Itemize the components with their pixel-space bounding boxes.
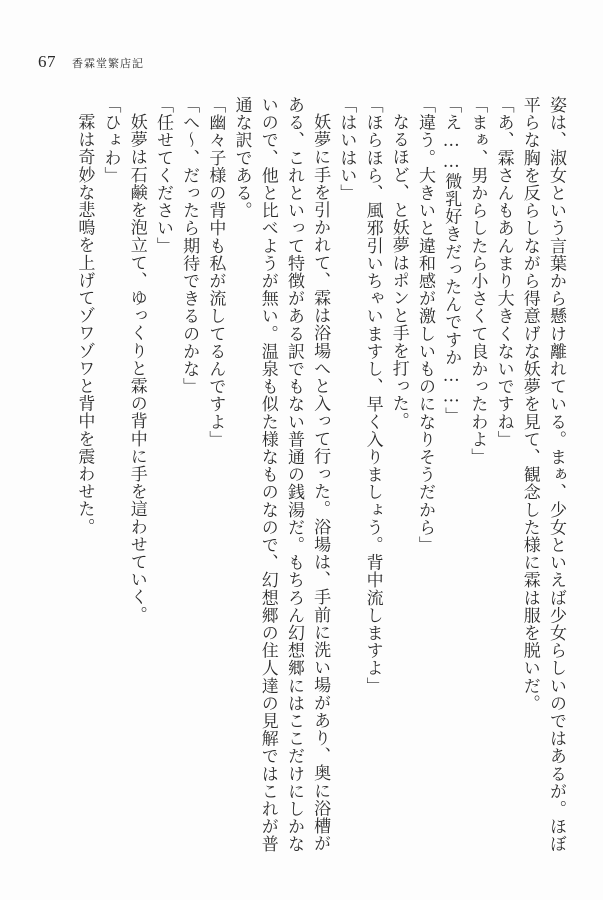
page-header — [38, 52, 144, 72]
dialogue-line: 「任せてください」 — [152, 96, 173, 255]
narration-line: 霖は奇妙な悲鳴を上げてゾワゾワと背中を震わせた。 — [74, 113, 95, 536]
narration-line: 妖夢は石鹸を泡立て、ゆっくりと霖の背中に手を這わせていく。 — [126, 113, 147, 624]
dialogue-line: 「違う。大きいと違和感が激しいものになりそうだから」 — [414, 96, 435, 554]
text-line: 姿は、淑女という言葉から懸け離れている。まぁ、少女といえば少女らしいのではあるが。ほぼ平らな胸を反らしながら得意げな妖夢を見て、観念した様に霖は服を脱いだ。 — [519, 96, 566, 853]
page-number: 67 — [38, 52, 56, 71]
vertical-body-text — [71, 96, 569, 866]
dialogue-line: 「あ、霖さんもあんまり大きくないですね」 — [493, 96, 514, 448]
dialogue-line: 「ほらほら、風邪引いちゃいますし、早く入りましょう。背中流しますよ」 — [362, 96, 383, 695]
running-title: 香霖堂繁店記 — [72, 57, 144, 70]
dialogue-line: 「え……微乳好きだったんですか……」 — [441, 96, 462, 425]
narration-paragraph: 妖夢に手を引かれて、霖は浴場へと入って行った。浴場は、手前に洗い場があり、奥に浴槽がある、これといって特徴がある訳でもない普通の銭湯だ。もちろん幻想郷にはここだけにしかないので、他と比べようが無い。温泉も似た様なものなので、幻想郷の住人達の見解ではこれが普通な訳である。 — [231, 96, 331, 853]
dialogue-line: 「はいはい」 — [336, 96, 357, 202]
dialogue-line: 「幽々子様の背中も私が流してるんですよ」 — [205, 96, 226, 448]
narration-line: なるほど、と妖夢はポンと手を打った。 — [388, 113, 409, 430]
dialogue-line: 「ひょわ」 — [100, 96, 121, 184]
dialogue-line: 「まぁ、男からしたら小さくて良かったわよ」 — [467, 96, 488, 466]
dialogue-line: 「へ〜、だったら期待できるのかな」 — [179, 96, 200, 396]
